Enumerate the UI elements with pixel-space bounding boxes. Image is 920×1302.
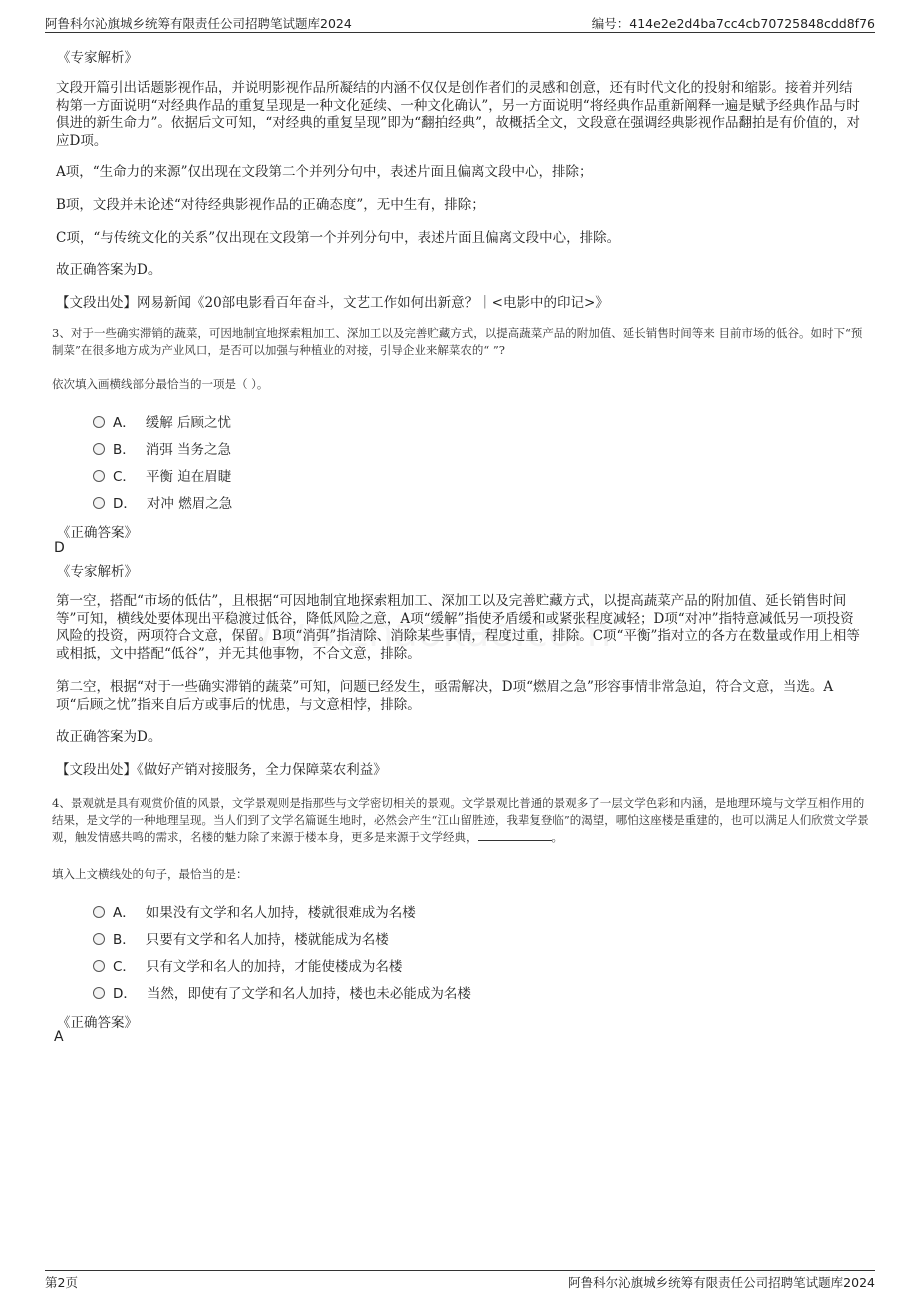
q3-answer-label: 《正确答案》 <box>57 525 138 541</box>
header-title: 阿鲁科尔沁旗城乡统筹有限责任公司招聘笔试题库2024 <box>45 16 352 31</box>
q3-option-d[interactable]: D． 对冲 燃眉之急 <box>93 492 232 512</box>
q2-source: 【文段出处】网易新闻《20部电影看百年奋斗，文艺工作如何出新意？｜<电影中的印记>》 <box>56 295 609 311</box>
q4-answer: A <box>54 1029 64 1045</box>
q3-prompt: 依次填入画横线部分最恰当的一项是（ ）。 <box>52 377 269 391</box>
q2-option-c-note: C项，“与传统文化的关系”仅出现在文段第一个并列分句中，表述片面且偏离文段中心，排除。 <box>56 230 621 246</box>
radio-icon[interactable] <box>93 933 105 945</box>
q2-analysis-label: 《专家解析》 <box>57 50 138 66</box>
page-footer <box>45 1270 875 1291</box>
q3-analysis-para1: 第一空，搭配“市场的低估”，且根据“可因地制宜地探索粗加工、深加工以及完善贮藏方式，以提高蔬菜产品的附加值、延长销售时间等”可知，横线处要体现出平稳渡过低谷，降低风险之意，A项“缓解”指使矛盾缓和或紧张程度减轻；D项“对冲”指特意减低另一项投资风险的投资，两项符合文意，保留。B项“消弭”指清除、消除某些事情，程度过重，排除。C项“平衡”指对立的各方在数量或作用上相等或相抵，文中搭配“低谷”，并无其他事物，不合文意，排除。 <box>56 593 860 662</box>
q4-prompt: 填入上文横线处的句子，最恰当的是： <box>52 867 248 881</box>
radio-icon[interactable] <box>93 416 105 428</box>
q4-stem: 4、景观就是具有观赏价值的风景，文学景观则是指那些与文学密切相关的景观。文学景观比普通的景观多了一层文学色彩和内涵，是地理环境与文学互相作用的结果，是文学的一种地理呈现。当人们到了文学名篇诞生地时，必然会产生“江山留胜迹，我辈复登临”的渴望，哪怕这座楼是重建的，也可以满足人们欣赏文学景观，触发情感共鸣的需求，名楼的魅力除了来源于楼本身，更多是来源于文学经典， 。 <box>52 796 869 844</box>
q3-stem: 3、对于一些确实滞销的蔬菜，可因地制宜地探索粗加工、深加工以及完善贮藏方式，以提高蔬菜产品的附加值、延长销售时间等来 目前市场的低谷。如时下“预制菜”在很多地方成为产业风口，是否可以加强与种植业的对接，引导企业来解菜农的“ ”? <box>52 326 863 357</box>
radio-icon[interactable] <box>93 443 105 455</box>
page-header <box>45 14 875 33</box>
radio-icon[interactable] <box>93 906 105 918</box>
q2-option-a-note: A项，“生命力的来源”仅出现在文段第二个并列分句中，表述片面且偏离文段中心，排除； <box>56 164 593 180</box>
q4-option-b[interactable]: B． 只要有文学和名人加持，楼就能成为名楼 <box>93 928 389 948</box>
q2-analysis-para: 文段开篇引出话题影视作品，并说明影视作品所凝结的内涵不仅仅是创作者们的灵感和创意，还有时代文化的投射和缩影。接着并列结构第一方面说明“对经典作品的重复呈现是一种文化延续、一种文化确认”，另一方面说明“将经典作品重新阐释一遍是赋予经典作品与时俱进的新生命力”。依据后文可知，“对经典的重复呈现”即为“翻拍经典”，故概括全文，文段意在强调经典影视作品翻拍是有价值的，对应D项。 <box>56 80 861 149</box>
q3-analysis-para2: 第二空，根据“对于一些确实滞销的蔬菜”可知，问题已经发生，亟需解决，D项“燃眉之急”形容事情非常急迫，符合文意，当选。A项“后顾之忧”指来自后方或事后的忧患，与文意相悖，排除。 <box>56 679 834 713</box>
radio-icon[interactable] <box>93 987 105 999</box>
q2-conclusion: 故正确答案为D。 <box>56 262 162 278</box>
header-code: 编号：414e2e2d4ba7cc4cb70725848cdd8f76 <box>591 16 875 31</box>
footer-page-number: 第2页 <box>45 1275 78 1290</box>
q3-option-b[interactable]: B． 消弭 当务之急 <box>93 438 231 458</box>
q4-option-a[interactable]: A． 如果没有文学和名人加持，楼就很难成为名楼 <box>93 901 416 921</box>
q4-option-d[interactable]: D． 当然，即使有了文学和名人加持，楼也未必能成为名楼 <box>93 982 471 1002</box>
radio-icon[interactable] <box>93 470 105 482</box>
footer-title: 阿鲁科尔沁旗城乡统筹有限责任公司招聘笔试题库2024 <box>568 1275 875 1290</box>
q3-answer: D <box>54 540 65 556</box>
q4-answer-label: 《正确答案》 <box>57 1015 138 1031</box>
q3-analysis-label: 《专家解析》 <box>57 564 138 580</box>
q3-option-a[interactable]: A． 缓解 后顾之忧 <box>93 411 231 431</box>
q3-option-c[interactable]: C． 平衡 迫在眉睫 <box>93 465 231 485</box>
q4-option-c[interactable]: C． 只有文学和名人的加持，才能使楼成为名楼 <box>93 955 402 975</box>
answer-blank <box>478 829 552 841</box>
q3-conclusion: 故正确答案为D。 <box>56 729 162 745</box>
radio-icon[interactable] <box>93 497 105 509</box>
q2-option-b-note: B项，文段并未论述“对待经典影视作品的正确态度”，无中生有，排除； <box>56 197 485 213</box>
radio-icon[interactable] <box>93 960 105 972</box>
q3-source: 【文段出处】《做好产销对接服务，全力保障菜农利益》 <box>56 762 387 778</box>
